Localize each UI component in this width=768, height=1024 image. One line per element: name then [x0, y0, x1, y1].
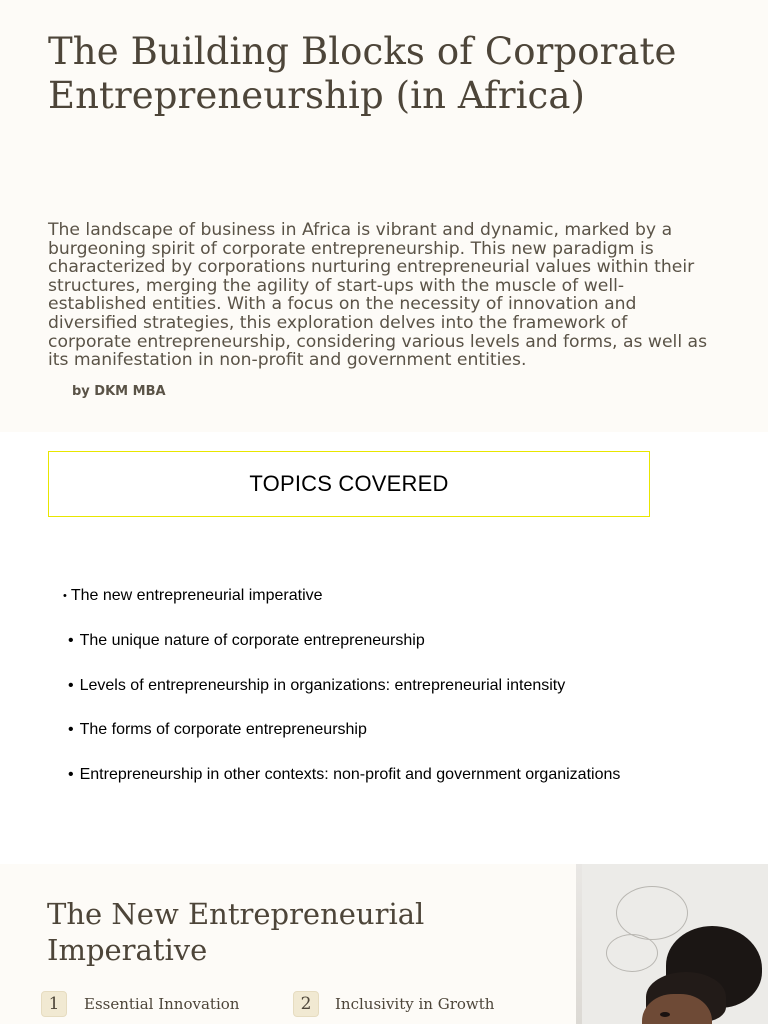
- item-label: Inclusivity in Growth: [335, 995, 495, 1013]
- topic-text: The forms of corporate entrepreneurship: [79, 721, 367, 738]
- topic-text: The new entrepreneurial imperative: [70, 587, 323, 604]
- imperative-slide: [0, 864, 768, 1024]
- presenter-photo: [576, 864, 768, 1024]
- topic-item: [68, 721, 367, 739]
- topics-slide: [0, 432, 768, 864]
- eye-shape: [660, 1012, 670, 1017]
- topic-item: [68, 677, 565, 695]
- number-badge: 1: [41, 991, 67, 1017]
- topic-text: Entrepreneurship in other contexts: non-profit and government organizations: [79, 766, 621, 783]
- whiteboard-scribble: [606, 934, 658, 972]
- topic-text: Levels of entrepreneurship in organizations: entrepreneurial intensity: [79, 677, 566, 694]
- intro-paragraph: The landscape of business in Africa is vibrant and dynamic, marked by a burgeoning spirit of corporate entrepreneurship. This new paradigm is characterized by corporations nurturing entrepreneurial values within their structures, merging the agility of start-ups with the muscle of well-established entities. With a focus on the necessity of innovation and diversified strategies, this exploration delves into the framework of corporate entrepreneurship, considering various levels and forms, as well as its manifestation in non-profit and government entities.: [48, 220, 708, 371]
- bullet-icon: •: [63, 590, 67, 602]
- bullet-icon: •: [68, 677, 74, 694]
- bullet-icon: •: [68, 721, 74, 738]
- topic-item: [68, 766, 620, 784]
- title-slide: [0, 0, 768, 432]
- bullet-icon: •: [68, 766, 74, 783]
- document-title: The Building Blocks of Corporate Entrepreneurship (in Africa): [48, 30, 677, 117]
- bullet-icon: •: [68, 632, 74, 649]
- topic-item: [68, 632, 425, 650]
- topics-heading: TOPICS COVERED: [249, 471, 449, 496]
- section-title: The New Entrepreneurial Imperative: [47, 897, 425, 967]
- author-byline: by DKM MBA: [72, 384, 166, 399]
- whiteboard-scribble: [616, 886, 688, 940]
- topics-heading-box: [48, 451, 650, 517]
- topic-text: The unique nature of corporate entrepreneurship: [79, 632, 425, 649]
- item-label: Essential Innovation: [84, 995, 240, 1013]
- topic-item: [63, 587, 323, 605]
- number-badge: 2: [293, 991, 319, 1017]
